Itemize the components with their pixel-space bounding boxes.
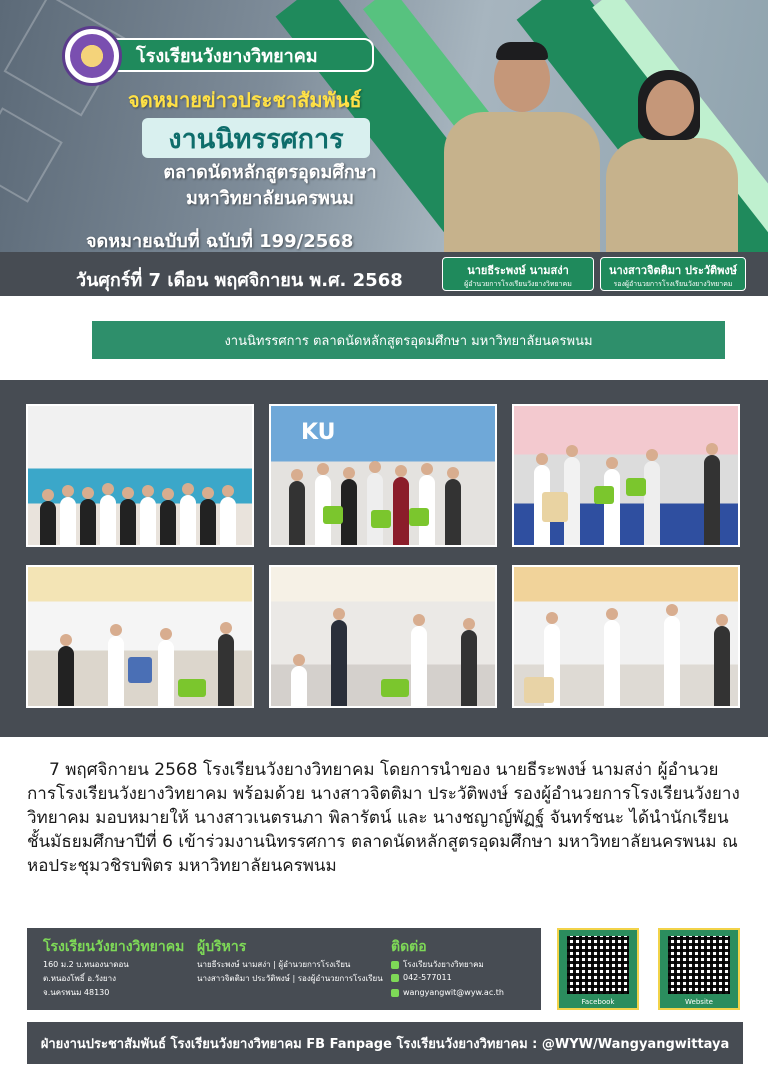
university-banner-text: KU bbox=[301, 420, 336, 445]
facebook-icon bbox=[391, 961, 399, 969]
address-line-1: 160 ม.2 บ.หนองนาดอน bbox=[43, 960, 129, 969]
event-subtitle bbox=[160, 160, 380, 212]
footer-bar: ฝ่ายงานประชาสัมพันธ์ โรงเรียนวังยางวิทยาคม FB Fanpage โรงเรียนวังยางวิทยาคม : @WYW/Wangyangwittaya bbox=[27, 1022, 743, 1064]
director-name: นายธีระพงษ์ นามสง่า bbox=[467, 264, 569, 277]
newsletter-title: จดหมายข่าวประชาสัมพันธ์ bbox=[128, 88, 362, 112]
event-photo-2 bbox=[269, 404, 497, 547]
deputy-name-tag bbox=[600, 257, 746, 291]
event-photo-4 bbox=[26, 565, 254, 708]
phone-icon bbox=[391, 974, 399, 982]
school-logo bbox=[62, 26, 122, 86]
article-paragraph: 7 พฤศจิกายน 2568 โรงเรียนวังยางวิทยาคม โดยการนำของ นายธีระพงษ์ นามสง่า ผู้อำนวยการโรงเรียนวังยางวิทยาคม พร้อมด้วย นางสาวจิตติมา ประวัติพงษ์ รองผู้อำนวยการโรงเรียนวังยางวิทยาคม มอบหมายให้ นางสาวเนตรนภา พิลารัตน์ และ นางชญาญ์พัฏฐ์ จันทร์ชนะ ได้นำนักเรียนชั้นมัธยมศึกษาปีที่ 6 เข้าร่วมงานนิทรรศการ ตลาดนัดหลักสูตรอุดมศึกษา มหาวิทยาลัยนครพนม ณ หอประชุมวชิรบพิตร มหาวิทยาลัยนครพนม bbox=[27, 760, 740, 876]
deputy-name: นางสาวจิตติมา ประวัติพงษ์ bbox=[608, 264, 738, 277]
address-line-3: จ.นครพนม 48130 bbox=[43, 988, 110, 997]
newsletter-date: วันศุกร์ที่ 7 เดือน พฤศจิกายน พ.ศ. 2568 bbox=[76, 270, 403, 291]
deputy-director-photo bbox=[604, 68, 740, 252]
email-text: wangyangwit@wyw.ac.th bbox=[403, 988, 504, 997]
event-photo-5 bbox=[269, 565, 497, 708]
caption-banner: งานนิทรรศการ ตลาดนัดหลักสูตรอุดมศึกษา มหาวิทยาลัยนครพนม bbox=[92, 321, 725, 359]
event-subtitle-line-2: มหาวิทยาลัยนครพนม bbox=[185, 188, 355, 209]
contact-box bbox=[27, 928, 541, 1010]
address-line-2: ต.หนองโพธิ์ อ.วังยาง bbox=[43, 974, 117, 983]
director-photo bbox=[440, 38, 604, 252]
admin-line-2: นางสาวจิตติมา ประวัติพงษ์ | รองผู้อำนวยการโรงเรียน bbox=[197, 974, 383, 983]
director-name-tag bbox=[442, 257, 594, 291]
qr-label: Website bbox=[685, 998, 713, 1006]
email-icon bbox=[391, 989, 399, 997]
admin-line-1: นายธีระพงษ์ นามสง่า | ผู้อำนวยการโรงเรียน bbox=[197, 960, 351, 969]
event-subtitle-line-1: ตลาดนัดหลักสูตรอุดมศึกษา bbox=[163, 162, 377, 183]
phone-text: 042-577011 bbox=[403, 973, 452, 982]
phone-contact[interactable] bbox=[391, 973, 452, 982]
event-photo-3 bbox=[512, 404, 740, 547]
director-role: ผู้อำนวยการโรงเรียนวังยางวิทยาคม bbox=[464, 280, 572, 288]
event-photo-6 bbox=[512, 565, 740, 708]
facebook-text: โรงเรียนวังยางวิทยาคม bbox=[403, 960, 484, 969]
qr-code-icon bbox=[668, 936, 730, 994]
school-name-pill: โรงเรียนวังยางวิทยาคม bbox=[112, 38, 374, 72]
issue-number: จดหมายฉบับที่ ฉบับที่ 199/2568 bbox=[86, 231, 354, 252]
qr-code-icon bbox=[567, 936, 629, 994]
facebook-qr[interactable] bbox=[557, 928, 639, 1010]
facebook-contact[interactable] bbox=[391, 958, 484, 971]
admin-title: ผู้บริหาร bbox=[197, 939, 247, 955]
qr-label: Facebook bbox=[581, 998, 615, 1006]
event-photo-1 bbox=[26, 404, 254, 547]
website-qr[interactable] bbox=[658, 928, 740, 1010]
event-title: งานนิทรรศการ bbox=[142, 118, 370, 158]
article-body bbox=[27, 758, 743, 878]
header-banner bbox=[0, 0, 768, 252]
hexagon-decoration bbox=[0, 107, 63, 203]
deputy-role: รองผู้อำนวยการโรงเรียนวังยางวิทยาคม bbox=[613, 280, 733, 288]
email-contact[interactable] bbox=[391, 988, 504, 997]
contact-title: ติดต่อ bbox=[391, 939, 427, 955]
contact-school-title: โรงเรียนวังยางวิทยาคม bbox=[43, 939, 185, 955]
